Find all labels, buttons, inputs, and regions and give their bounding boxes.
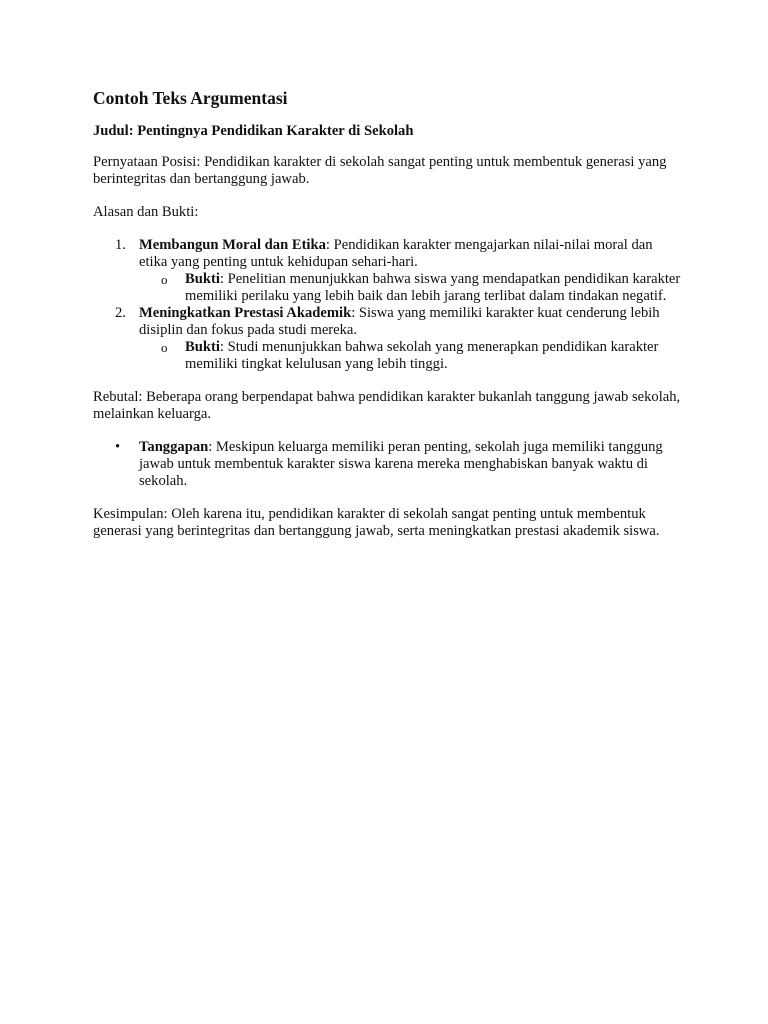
position-statement: Pernyataan Posisi: Pendidikan karakter di sekolah sangat penting untuk membentuk generasi yang berintegritas dan bertanggung jawab. bbox=[93, 154, 667, 187]
evidence-item bbox=[139, 271, 683, 305]
evidence-text: : Penelitian menunjukkan bahwa siswa yang mendapatkan pendidikan karakter memiliki perilaku yang lebih baik dan lebih jarang terlibat dalam tindakan negatif. bbox=[185, 271, 681, 304]
document-body bbox=[93, 88, 683, 556]
reasons-list bbox=[93, 237, 683, 373]
reason-text: : Pendidikan karakter mengajarkan nilai-nilai moral dan etika yang penting untuk kehidupan sehari-hari. bbox=[139, 237, 653, 270]
response-label: Tanggapan bbox=[139, 439, 209, 455]
evidence-list bbox=[139, 339, 683, 373]
evidence-list bbox=[139, 271, 683, 305]
reason-label: Membangun Moral dan Etika bbox=[139, 237, 326, 253]
response-text: : Meskipun keluarga memiliki peran penting, sekolah juga memiliki tanggung jawab untuk membentuk karakter siswa karena mereka menghabiskan banyak waktu di sekolah. bbox=[139, 439, 663, 489]
response-item bbox=[93, 439, 683, 490]
evidence-label: Bukti bbox=[185, 271, 220, 287]
list-number: 1. bbox=[115, 237, 126, 253]
reasons-heading: Alasan dan Bukti: bbox=[93, 204, 199, 220]
bullet-icon: • bbox=[115, 439, 121, 455]
reason-label: Meningkatkan Prestasi Akademik bbox=[139, 305, 352, 321]
reason-item-1 bbox=[93, 237, 683, 305]
document-title: Contoh Teks Argumentasi bbox=[93, 88, 288, 108]
rebuttal-paragraph: Rebutal: Beberapa orang berpendapat bahwa pendidikan karakter bukanlah tanggung jawab sekolah, melainkan keluarga. bbox=[93, 389, 681, 422]
reason-item-2 bbox=[93, 305, 683, 373]
evidence-text: : Studi menunjukkan bahwa sekolah yang menerapkan pendidikan karakter memiliki tingkat kelulusan yang lebih tinggi. bbox=[185, 339, 659, 372]
circle-bullet-icon: o bbox=[161, 272, 168, 287]
document-subtitle: Judul: Pentingnya Pendidikan Karakter di Sekolah bbox=[93, 123, 414, 139]
evidence-label: Bukti bbox=[185, 339, 220, 355]
evidence-item bbox=[139, 339, 683, 373]
reason-text: : Siswa yang memiliki karakter kuat cenderung lebih disiplin dan fokus pada studi mereka. bbox=[139, 305, 660, 338]
response-list bbox=[93, 439, 683, 490]
conclusion-paragraph: Kesimpulan: Oleh karena itu, pendidikan karakter di sekolah sangat penting untuk membentuk generasi yang berintegritas dan bertanggung jawab, serta meningkatkan prestasi akademik siswa. bbox=[93, 506, 660, 539]
circle-bullet-icon: o bbox=[161, 340, 168, 355]
list-number: 2. bbox=[115, 305, 126, 321]
